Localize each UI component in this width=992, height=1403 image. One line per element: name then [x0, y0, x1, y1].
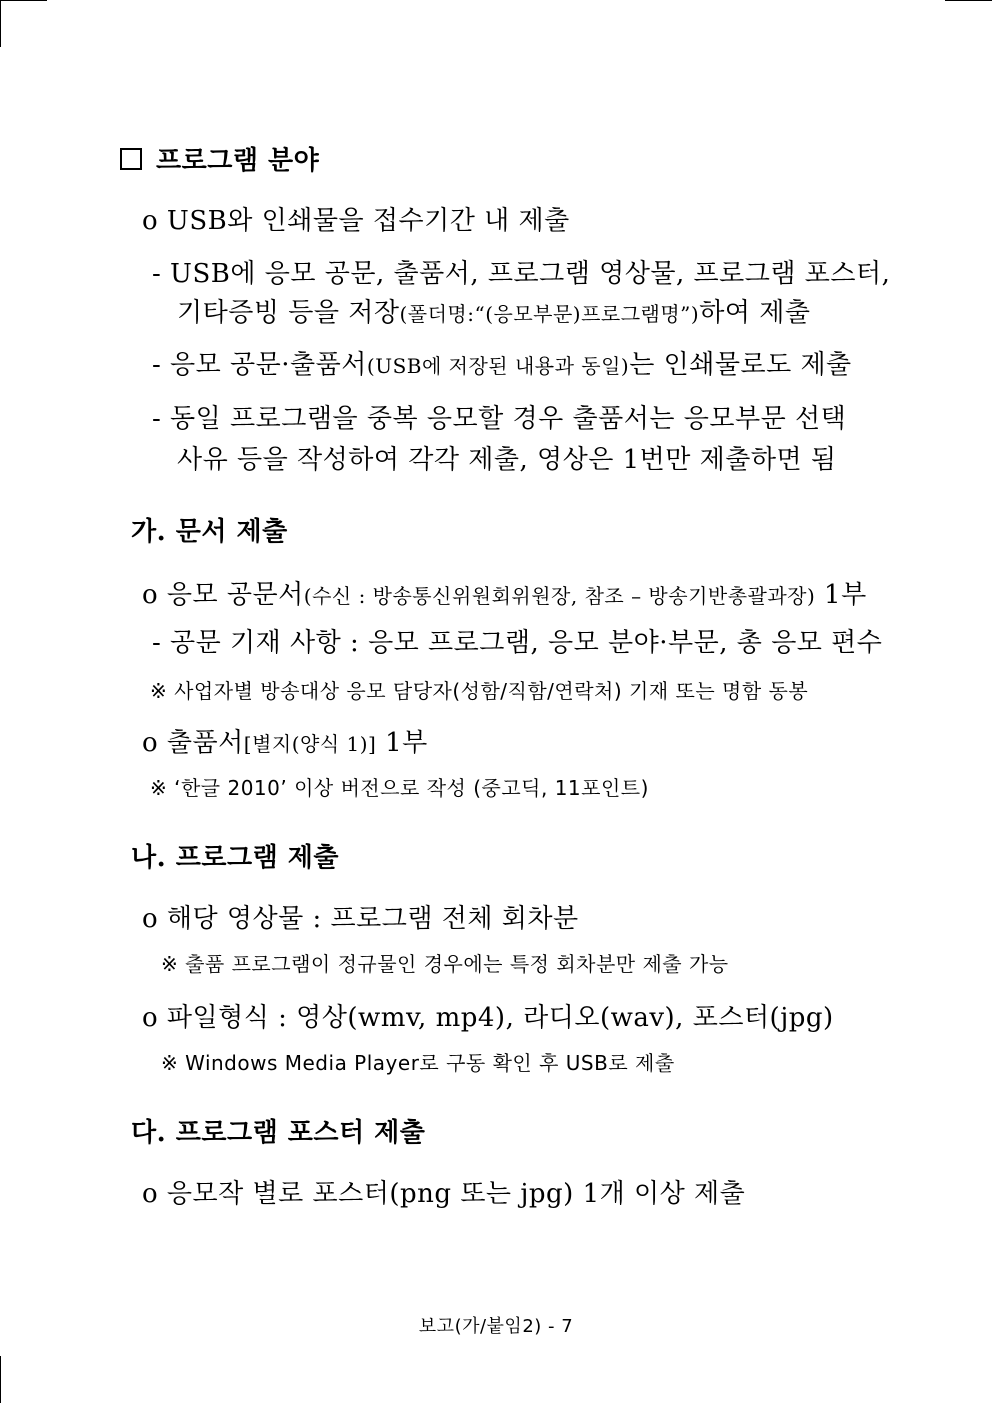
crop-mark-top-right-horizontal — [945, 0, 992, 1]
page-footer — [0, 1312, 992, 1338]
program-note-media-player: ※ Windows Media Player로 구동 확인 후 USB로 제출 — [161, 1051, 675, 1075]
doc-item-entry-form: o 출품서[별지(양식 1)] 1부 — [142, 728, 428, 758]
crop-mark-top-left-horizontal — [0, 0, 47, 1]
program-note-episodes: ※ 출품 프로그램이 정규물인 경우에는 특정 회차분만 제출 가능 — [161, 952, 729, 976]
program-item-video: o 해당 영상물 : 프로그램 전체 회차분 — [142, 904, 579, 934]
crop-mark-bottom-left-vertical — [0, 1356, 1, 1403]
doc-section-title: 가. 문서 제출 — [131, 517, 288, 547]
empty-square-icon — [120, 148, 142, 170]
section-item-usb-print: o USB와 인쇄물을 접수기간 내 제출 — [142, 206, 570, 236]
section-item-duplicate-line2: 사유 등을 작성하여 각각 제출, 영상은 1번만 제출하면 됨 — [177, 445, 837, 475]
program-section-title: 나. 프로그램 제출 — [131, 843, 339, 873]
crop-mark-top-left-vertical — [0, 0, 1, 47]
program-item-file-format: o 파일형식 : 영상(wmv, mp4), 라디오(wav), 포스터(jpg) — [142, 1003, 834, 1033]
section-heading — [120, 140, 319, 177]
doc-note-hangul: ※ ‘한글 2010’ 이상 버전으로 작성 (중고딕, 11포인트) — [150, 776, 649, 800]
page-number-label: 보고(가/붙임2) - 7 — [418, 1316, 574, 1337]
section-item-usb-contents-line2: 기타증빙 등을 저장(폴더명:“(응모부문)프로그램명”)하여 제출 — [177, 298, 811, 328]
section-item-duplicate-line1: - 동일 프로그램을 중복 응모할 경우 출품서는 응모부문 선택 — [152, 404, 847, 434]
doc-note-contact: ※ 사업자별 방송대상 응모 담당자(성함/직함/연락처) 기재 또는 명함 동봉 — [150, 679, 809, 703]
poster-item-submission: o 응모작 별로 포스터(png 또는 jpg) 1개 이상 제출 — [142, 1179, 746, 1209]
poster-section-title: 다. 프로그램 포스터 제출 — [131, 1118, 426, 1148]
section-item-official-docs: - 응모 공문·출품서(USB에 저장된 내용과 동일)는 인쇄물로도 제출 — [152, 350, 852, 380]
section-title: 프로그램 분야 — [156, 146, 320, 176]
section-item-usb-contents-line1: - USB에 응모 공문, 출품서, 프로그램 영상물, 프로그램 포스터, — [152, 259, 891, 289]
doc-item-letter-contents: - 공문 기재 사항 : 응모 프로그램, 응모 분야·부문, 총 응모 편수 — [152, 628, 883, 658]
doc-item-official-letter: o 응모 공문서(수신 : 방송통신위원회위원장, 참조 – 방송기반총괄과장) 1부 — [142, 580, 867, 610]
